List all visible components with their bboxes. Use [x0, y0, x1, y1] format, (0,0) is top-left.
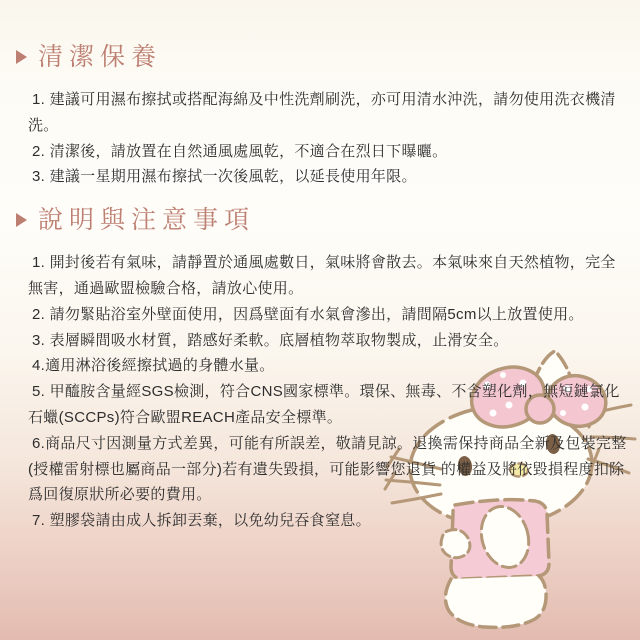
section-title-text: 說明與注意事項	[38, 206, 256, 235]
cleaning-care-list	[0, 87, 640, 190]
triangle-bullet-icon	[16, 213, 27, 227]
list-item: 7. 塑膠袋請由成人拆卸丟棄，以免幼兒吞食窒息。	[32, 512, 371, 530]
list-item: 3. 建議一星期用濕布擦拭一次後風乾，以延長使用年限。	[32, 168, 417, 186]
list-item: 2. 清潔後，請放置在自然通風處風乾，不適合在烈日下曝曬。	[32, 142, 448, 160]
list-item: 5. 甲醯胺含量經SGS檢測，符合CNS國家標準。環保、無毒、不含塑化劑，無短鏈氯化石蠟(SCCPs)符合歐盟REACH產品安全標準。	[28, 383, 620, 426]
list-item: 3. 表層瞬間吸水材質，踏感好柔軟。底層植物萃取物製成，止滑安全。	[32, 331, 509, 349]
section-notes	[0, 205, 640, 534]
list-item: 1. 建議可用濕布擦拭或搭配海綿及中性洗劑刷洗，亦可用清水沖洗，請勿使用洗衣機清洗。	[28, 91, 616, 134]
list-item: 6.商品尺寸因測量方式差異，可能有所誤差，敬請見諒。退換需保持商品全新及包裝完整(授權雷射標也屬商品一部分)若有遺失毀損，可能影響您退貨 的權益及將依毀損程度扣除爲回復原狀所必要的費用。	[28, 434, 627, 504]
notes-list	[0, 250, 640, 534]
section-title-text: 清潔保養	[38, 43, 163, 71]
section-cleaning-care-title	[0, 42, 640, 72]
section-notes-title	[0, 205, 640, 235]
list-item: 2. 請勿緊貼浴室外壁面使用，因爲壁面有水氣會滲出，請間隔5cm以上放置使用。	[32, 305, 584, 323]
kitty-feet	[445, 576, 546, 627]
triangle-bullet-icon	[16, 50, 27, 64]
list-item: 4.適用淋浴後經擦拭過的身體水量。	[32, 357, 275, 375]
section-cleaning-care	[0, 42, 640, 190]
list-item: 1. 開封後若有氣味，請靜置於通風處數日，氣味將會散去。本氣味來自天然植物，完全無害，通過歐盟檢驗合格，請放心使用。	[28, 254, 616, 297]
